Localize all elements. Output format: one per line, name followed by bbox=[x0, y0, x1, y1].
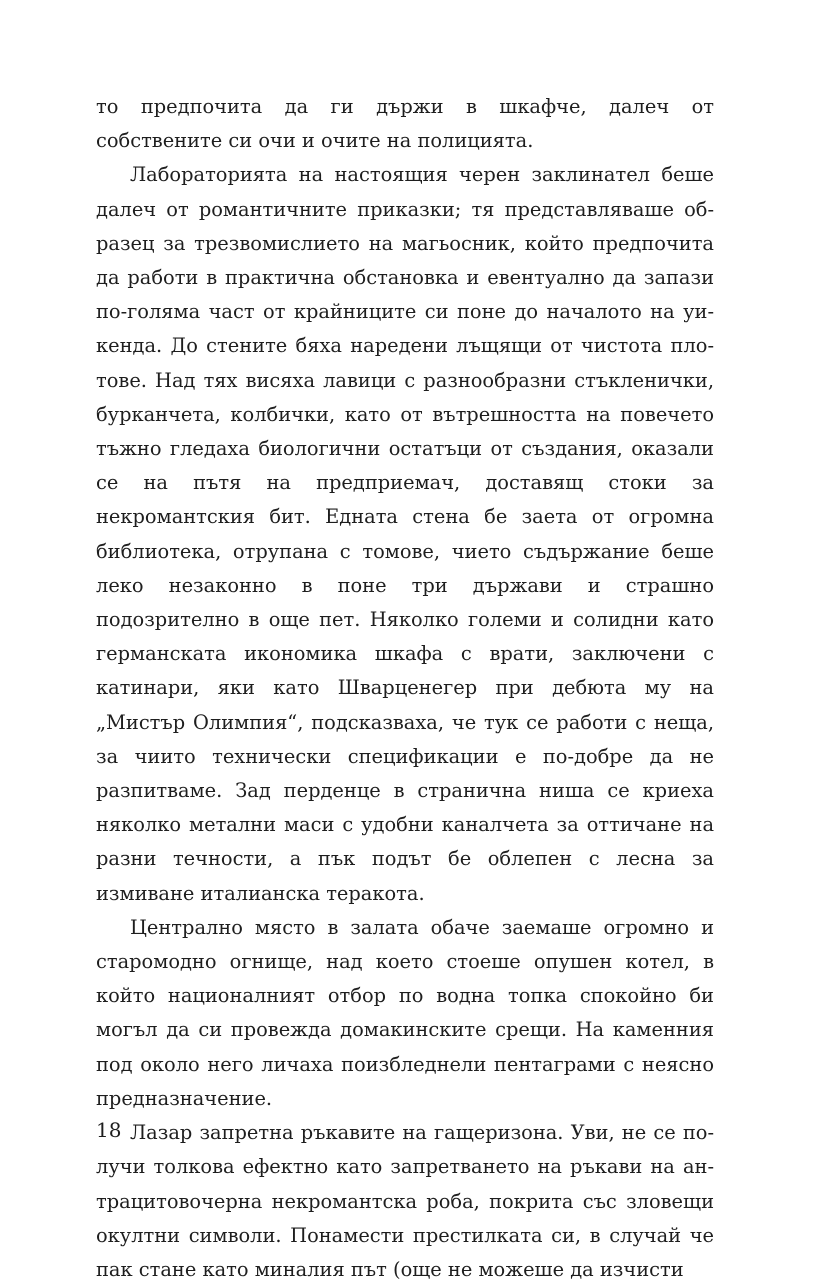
page-number: 18 bbox=[96, 1118, 122, 1142]
paragraph-lazar: Лазар запретна ръкавите на гащеризона. Уви, не се получи толкова ефектно като запретването на ръкави на антрацитовочерна некромантска роба, покрита със зловещи окултни символи. Понамести престилката си, в случай че пак стане като миналия път (още не можеше да изчисти bbox=[96, 1121, 714, 1281]
paragraph-laboratory: Лабораторията на настоящия черен заклинател беше далеч от романтичните приказки; тя представляваше образец за трезвомислието на магьосник, който предпочита да работи в практична обстановка и евентуално да запази по-голяма част от крайниците си поне до началото на уикенда. До стените бяха наредени лъщящи от чистота плотове. Над тях висяха лавици с разнообразни стъкленички, бурканчета, колбички, като от вътрешността на повечето тъжно гледаха биологични остатъци от създания, оказали се на пътя на предприемач, доставящ стоки за некромантския бит. Едната стена бе заета от огромна библиотека, отрупана с томове, чието съдържание беше леко незаконно в поне три държави и страшно подозрително в още пет. Няколко големи и солидни като германската икономика шкафа с врати, заключени с катинари, яки като Шварценегер при дебюта му на „Мистър Олимпия“, подсказваха, че тук се работи с неща, за чиито технически спецификации е по-добре да не разпитваме. Зад перденце в странична ниша се криеха няколко метални маси с удобни каналчета за оттичане на разни течности, а пък подът бе облепен с лесна за измиване италианска теракота. bbox=[96, 163, 714, 905]
paragraph-continuation: то предпочита да ги държи в шкафче, далеч от собствените си очи и очите на полицията. bbox=[96, 95, 714, 153]
paragraph-hearth: Централно място в залата обаче заемаше огромно и старомодно огнище, над което стоеше опушен котел, в който националният отбор по водна топка спокойно би могъл да си провежда домакинските срещи. На каменния под около него личаха поизбледнели пентаграми с неясно предназначение. bbox=[96, 915, 714, 1110]
body-text bbox=[96, 90, 714, 1287]
